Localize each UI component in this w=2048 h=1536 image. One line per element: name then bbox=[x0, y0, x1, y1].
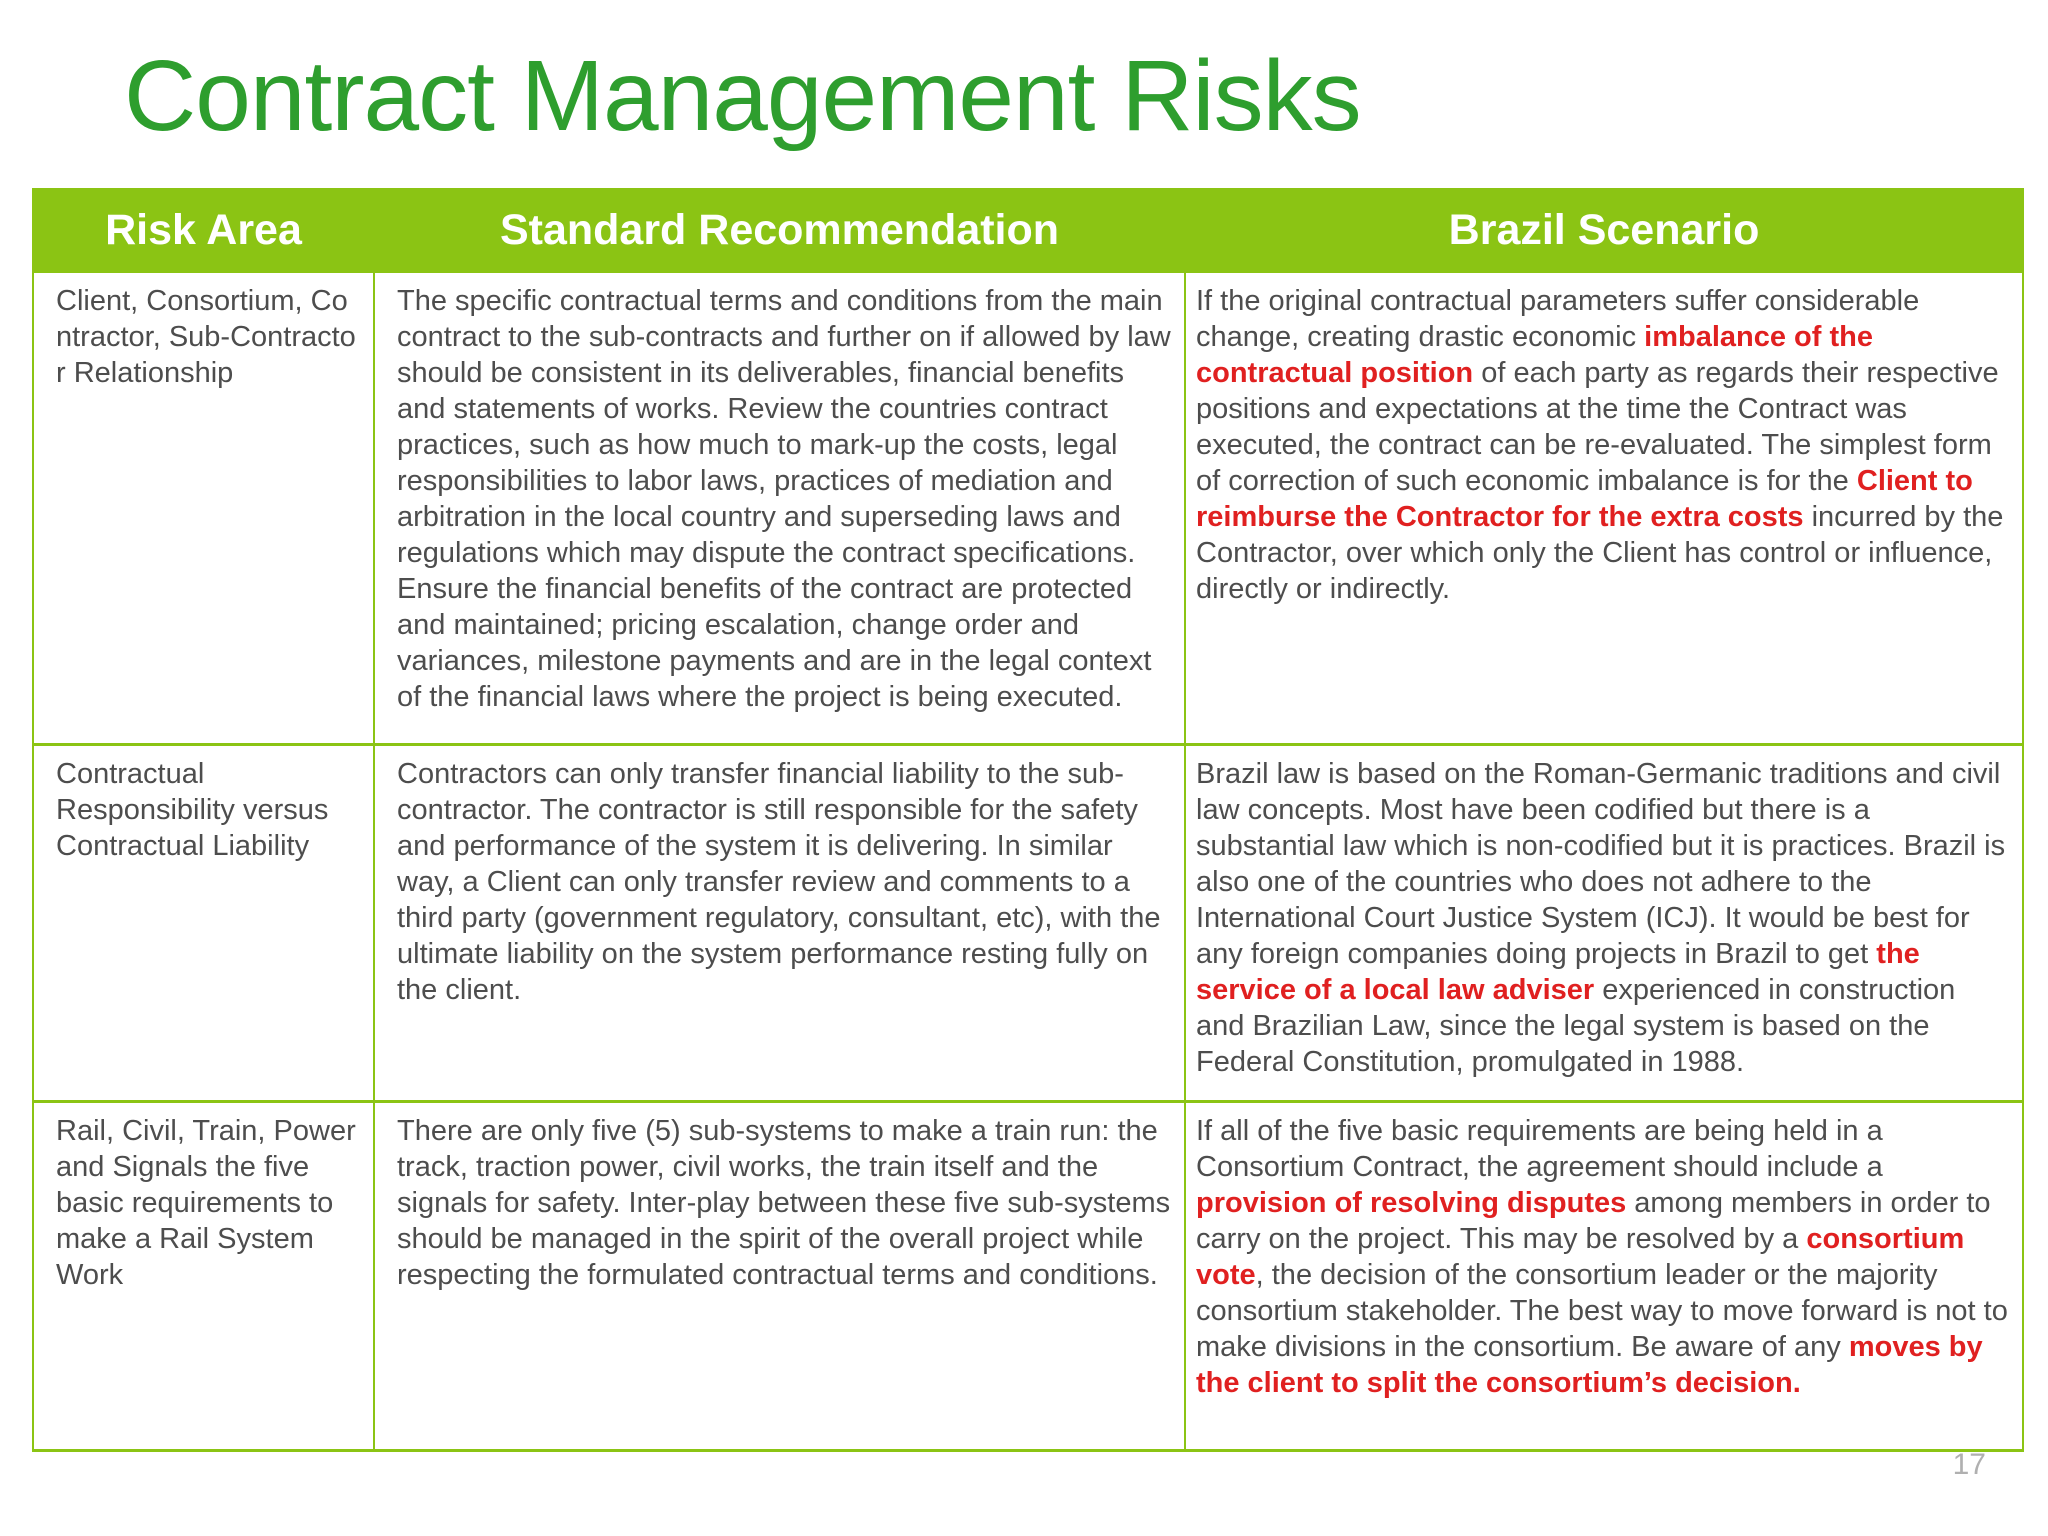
header-risk-area: Risk Area bbox=[33, 189, 374, 272]
brazil-highlight: moves by the client to split the consortium’s decision. bbox=[1196, 1331, 1983, 1399]
brazil-scenario-cell bbox=[1185, 745, 2023, 1102]
risk-area-cell: Contractual Responsibility versus Contractual Liability bbox=[33, 745, 374, 1102]
table-row bbox=[33, 745, 2023, 1102]
brazil-text: If all of the five basic requirements are being held in a Consortium Contract, the agreement should include a bbox=[1196, 1115, 1883, 1183]
risk-table bbox=[32, 188, 2024, 1452]
risk-area-cell: Rail, Civil, Train, Power and Signals the five basic requirements to make a Rail System Work bbox=[33, 1102, 374, 1451]
standard-recommendation-cell: The specific contractual terms and conditions from the main contract to the sub-contracts and further on if allowed by law should be consistent in its deliverables, financial benefits and statements of works. Review the countries contract practices, such as how much to mark-up the costs, legal responsibilities to labor laws, practices of mediation and arbitration in the local country and superseding laws and regulations which may dispute the contract specifications. Ensure the financial benefits of the contract are protected and maintained; pricing escalation, change order and variances, milestone payments and are in the legal context of the financial laws where the project is being executed. bbox=[374, 272, 1185, 745]
brazil-text: incurred by the Contractor, over which only the Client has control or influence, directly or indirectly. bbox=[1196, 501, 2004, 605]
brazil-highlight: imbalance of the contractual position bbox=[1196, 321, 1873, 389]
table-row bbox=[33, 1102, 2023, 1451]
table-header-row bbox=[33, 189, 2023, 272]
brazil-text: , the decision of the consortium leader or the majority consortium stakeholder. The best way to move forward is not to make divisions in the consortium. Be aware of any bbox=[1196, 1259, 2008, 1363]
brazil-highlight: consortium vote bbox=[1196, 1223, 1965, 1291]
standard-recommendation-cell: There are only five (5) sub-systems to make a train run: the track, traction power, civil works, the train itself and the signals for safety. Inter-play between these five sub-systems should be managed in the spirit of the overall project while respecting the formulated contractual terms and conditions. bbox=[374, 1102, 1185, 1451]
brazil-highlight: provision of resolving disputes bbox=[1196, 1187, 1627, 1219]
brazil-text: Brazil law is based on the Roman-Germanic traditions and civil law concepts. Most have been codified but there is a substantial law which is non-codified but it is practices. Brazil is also one of the countries who does not adhere to the International Court Justice System (ICJ). It would be best for any foreign companies doing projects in Brazil to get bbox=[1196, 758, 2006, 970]
brazil-scenario-cell bbox=[1185, 1102, 2023, 1451]
brazil-highlight: the service of a local law adviser bbox=[1196, 938, 1920, 1006]
page-number: 17 bbox=[1952, 1448, 1986, 1481]
header-standard-recommendation: Standard Recommendation bbox=[374, 189, 1185, 272]
risk-area-cell: Client, Consortium, Contractor, Sub-Contractor Relationship bbox=[33, 272, 374, 745]
brazil-text: If the original contractual parameters suffer considerable change, creating drastic economic bbox=[1196, 285, 1920, 353]
slide-title: Contract Management Risks bbox=[124, 40, 1361, 152]
table-row bbox=[33, 272, 2023, 745]
brazil-highlight: Client to reimburse the Contractor for the extra costs bbox=[1196, 465, 1973, 533]
header-brazil-scenario: Brazil Scenario bbox=[1185, 189, 2023, 272]
brazil-text: of each party as regards their respective positions and expectations at the time the Contract was executed, the contract can be re-evaluated. The simplest form of correction of such economic imbalance is for the bbox=[1196, 357, 1999, 497]
brazil-text: among members in order to carry on the project. This may be resolved by a bbox=[1196, 1187, 1991, 1255]
brazil-text: experienced in construction and Brazilian Law, since the legal system is based on the Federal Constitution, promulgated in 1988. bbox=[1196, 974, 1956, 1078]
standard-recommendation-cell: Contractors can only transfer financial liability to the sub-contractor. The contractor is still responsible for the safety and performance of the system it is delivering. In similar way, a Client can only transfer review and comments to a third party (government regulatory, consultant, etc), with the ultimate liability on the system performance resting fully on the client. bbox=[374, 745, 1185, 1102]
brazil-scenario-cell bbox=[1185, 272, 2023, 745]
